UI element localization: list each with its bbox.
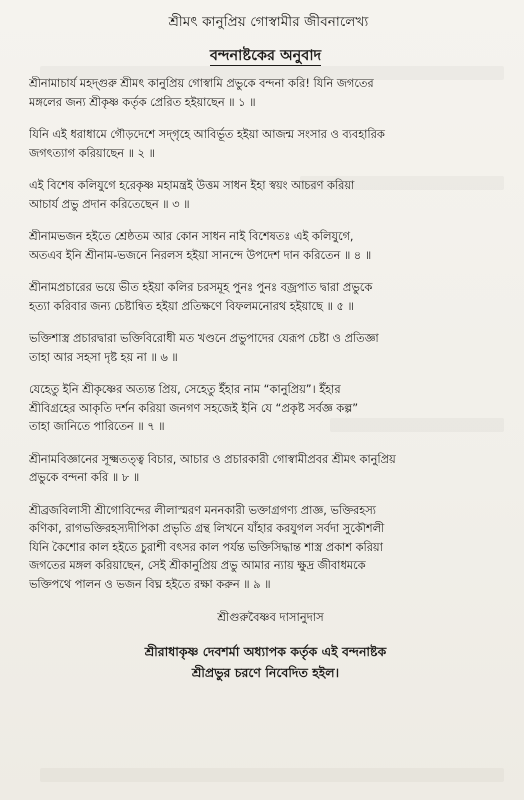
verse-line: হত্যা করিবার জন্য চেষ্টান্বিত হইয়া প্রতিক্ষণে বিফলমনোরথ হইয়াছে ॥ ৫ ॥ — [29, 299, 354, 313]
closing-note — [29, 641, 502, 683]
show-through-text — [40, 66, 504, 80]
verse-line: যিনি কৈশোর কাল হইতে চুরাশী বৎসর কাল পর্যন্ত ভক্তিসিদ্ধান্ত শাস্ত্র প্রকাশ করিয়া — [29, 540, 383, 554]
verse-line: মঙ্গলের জন্য শ্রীকৃষ্ণ কর্তৃক প্রেরিত হইয়াছেন ॥ ১ ॥ — [29, 95, 256, 109]
verse-line: অতএব ইনি শ্রীনাম-ভজনে নিরলস হইয়া সানন্দে উপদেশ দান করিতেন ॥ ৪ ॥ — [29, 248, 372, 262]
verse-line: শ্রীব্রজবিলাসী শ্রীগোবিন্দের লীলাস্মরণ মননকারী ভক্তাগ্রগণ্য প্রাজ্ঞ, ভক্তিরহস্য — [29, 503, 376, 517]
verse-line: তাহা জানিতে পারিতেন ॥ ৭ ॥ — [29, 420, 165, 433]
verse-line: শ্রীনামবিজ্ঞানের সূক্ষ্মতত্ত্ব বিচার, আচার ও প্রচারকারী গোস্বামীপ্রবর শ্রীমৎ কানুপ্রিয় — [29, 452, 396, 466]
show-through-text — [300, 176, 504, 190]
verse-4 — [29, 228, 502, 265]
verse-line: আচার্য প্রভু প্রদান করিতেছেন ॥ ৩ ॥ — [29, 197, 190, 211]
verse-list — [29, 75, 502, 594]
verse-line: যিনি এই ধরাধামে গৌড়দেশে সদ্‌গৃহে আবির্ভূত হইয়া আজন্ম সংসার ও ব্যবহারিক — [29, 128, 385, 141]
verse-line: ভক্তিশাস্ত্র প্রচারদ্বারা ভক্তিবিরোধী মত খণ্ডনে প্রভুপাদের যেরূপ চেষ্টা ও প্রতিজ্ঞা — [29, 332, 379, 345]
verse-8 — [29, 451, 502, 488]
verse-line: কণিকা, রাগভক্তিরহস্যদীপিকা প্রভৃতি গ্রন্থ লিখনে যাঁহার করযুগল সর্বদা সুকৌশলী — [29, 522, 385, 535]
closing-line: শ্রীপ্রভুর চরণে নিবেদিত হইল। — [191, 665, 340, 680]
verse-9 — [29, 502, 502, 595]
verse-line: শ্রীনামাচার্য মহদ্‌গুরু শ্রীমৎ কানুপ্রিয় গোস্বামি প্রভুকে বন্দনা করি! যিনি জগতের — [29, 77, 374, 90]
verse-line: যেহেতু ইনি শ্রীকৃষ্ণের অত্যন্ত প্রিয়, সেহেতু ইঁহার নাম “কানুপ্রিয়”। ইঁহার — [29, 383, 341, 396]
page-title-text: বন্দনাষ্টকের অনুবাদ — [209, 48, 322, 64]
verse-line: তাহা আর সহসা দৃষ্ট হয় না ॥ ৬ ॥ — [29, 350, 178, 364]
verse-line: শ্রীনামভজন হইতে শ্রেষ্ঠতম আর কোন সাধন নাই বিশেষতঃ এই কলিযুগে, — [29, 230, 354, 243]
verse-line: শ্রীবিগ্রহের আকৃতি দর্শন করিয়া জনগণ সহজেই ইনি যে “প্রকৃষ্ট সর্বজ্ঞ কল্প” — [29, 401, 359, 415]
show-through-text — [330, 418, 504, 432]
verse-line: ভক্তিপথে পালন ও ভজন বিঘ্ন হইতে রক্ষা করুন ॥ ৯ ॥ — [29, 577, 271, 591]
running-head: শ্রীমৎ কানুপ্রিয় গোস্বামীর জীবনালেখ্য — [168, 14, 369, 30]
verse-2 — [29, 126, 502, 163]
verse-1 — [29, 75, 502, 112]
verse-line: জগৎত্যাগ করিয়াছেন ॥ ২ ॥ — [29, 146, 155, 160]
verse-line: জগতের মঙ্গল করিয়াছেন, সেই শ্রীকানুপ্রিয় প্রভু আমার ন্যায় ক্ষুদ্র জীবাধমকে — [29, 559, 366, 572]
page-title — [29, 46, 502, 66]
author-signature: শ্রীগুরুবৈষ্ণব দাসানুদাস — [217, 610, 324, 624]
verse-line: শ্রীনামপ্রচারের ভয়ে ভীত হইয়া কলির চরসমূহ পুনঃ পুনঃ বজ্রপাত দ্বারা প্রভুকে — [29, 281, 373, 294]
show-through-text — [40, 768, 504, 782]
closing-line: শ্রীরাধাকৃষ্ণ দেবশর্মা অধ্যাপক কর্তৃক এই বন্দনাষ্টক — [144, 644, 387, 659]
verse-line: এই বিশেষ কলিযুগে হরেকৃষ্ণ মহামন্ত্রই উত্তম সাধন ইহা স্বয়ং আচরণ করিয়া — [29, 179, 355, 192]
verse-6 — [29, 330, 502, 367]
verse-5 — [29, 279, 502, 316]
verse-line: প্রভুকে বন্দনা করি ॥ ৮ ॥ — [29, 471, 140, 484]
